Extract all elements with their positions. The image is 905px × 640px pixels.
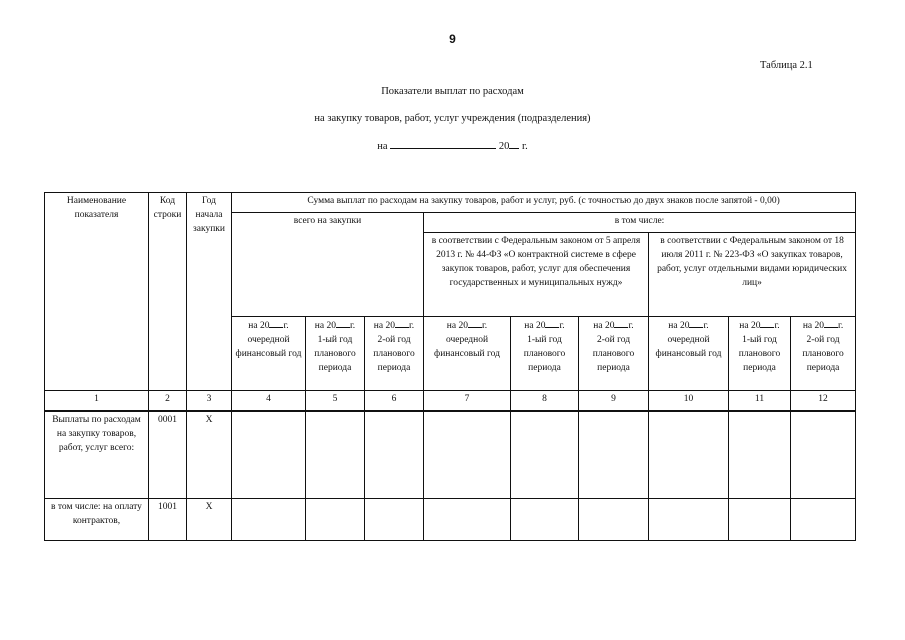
subheader-period: [649, 317, 729, 391]
value-cell[interactable]: [729, 411, 791, 499]
year-blank: [509, 139, 519, 149]
subheader-period: [579, 317, 649, 391]
period-label: очередной финансовый год: [235, 335, 302, 359]
year-blank: [824, 318, 838, 328]
column-number: 6: [365, 391, 424, 411]
subheader-period: [791, 317, 856, 391]
period-year-suffix: г.: [628, 321, 634, 331]
period-label: 1-ый год планового периода: [738, 335, 781, 373]
column-number: 9: [579, 391, 649, 411]
value-cell[interactable]: [791, 499, 856, 541]
value-cell[interactable]: [232, 499, 306, 541]
period-year-suffix: г.: [481, 321, 488, 331]
header-year: Год начала закупки: [187, 193, 232, 391]
period-label: 2-ой год планового периода: [373, 335, 415, 373]
value-cell[interactable]: [649, 499, 729, 541]
table-title-date-line: [0, 139, 905, 152]
header-law223: в соответствии с Федеральным законом от 18 июля 2011 г. № 223-ФЗ «О закупках товаров, работ, услуг отдельными видами юридических лиц»: [649, 233, 856, 317]
column-number: 12: [791, 391, 856, 411]
column-number: 10: [649, 391, 729, 411]
period-year-suffix: г.: [349, 321, 356, 331]
column-number: 11: [729, 391, 791, 411]
year-blank: [395, 318, 409, 328]
date-suffix: г.: [521, 141, 528, 152]
subheader-period: [232, 317, 306, 391]
column-number: 8: [511, 391, 579, 411]
value-cell[interactable]: [579, 499, 649, 541]
row-code: 0001: [149, 411, 187, 499]
header-sum: Сумма выплат по расходам на закупку товаров, работ и услуг, руб. (с точностью до двух знаков после запятой - 0,00): [232, 193, 856, 213]
row-code: 1001: [149, 499, 187, 541]
header-row-1: [45, 193, 856, 213]
value-cell[interactable]: [649, 411, 729, 499]
value-cell[interactable]: [365, 499, 424, 541]
value-cell[interactable]: [424, 499, 511, 541]
value-cell[interactable]: [791, 411, 856, 499]
period-year-prefix: на 20: [668, 321, 690, 331]
row-name: Выплаты по расходам на закупку товаров, работ, услуг всего:: [45, 411, 149, 499]
period-year-prefix: на 20: [446, 321, 468, 331]
header-name: Наименование показателя: [45, 193, 149, 391]
table-title-line1: Показатели выплат по расходам: [381, 86, 524, 97]
subheader-period: [365, 317, 424, 391]
row-year: X: [187, 411, 232, 499]
value-cell[interactable]: [511, 499, 579, 541]
column-number: 2: [149, 391, 187, 411]
year-blank: [545, 318, 559, 328]
header-including: в том числе:: [424, 213, 856, 233]
subheader-period: [424, 317, 511, 391]
subheader-period: [511, 317, 579, 391]
period-label: 2-ой год планового периода: [592, 335, 635, 373]
column-number-row: [45, 391, 856, 411]
row-year: X: [187, 499, 232, 541]
year-blank: [269, 318, 283, 328]
date-year-prefix: 20: [498, 141, 510, 152]
subheader-period: [306, 317, 365, 391]
column-number: 7: [424, 391, 511, 411]
period-year-prefix: на 20: [802, 321, 825, 331]
column-number: 5: [306, 391, 365, 411]
row-name: в том числе: на оплату контрактов,: [45, 499, 149, 541]
period-label: 2-ой год планового периода: [802, 335, 844, 373]
subheader-period: [729, 317, 791, 391]
period-year-prefix: на 20: [248, 321, 270, 331]
value-cell[interactable]: [424, 411, 511, 499]
column-number: 1: [45, 391, 149, 411]
period-label: 1-ый год планового периода: [523, 335, 566, 373]
date-prefix: на: [377, 141, 388, 152]
table-label: Таблица 2.1: [760, 60, 813, 71]
table-row: [45, 411, 856, 499]
column-number: 3: [187, 391, 232, 411]
year-blank: [689, 318, 703, 328]
value-cell[interactable]: [729, 499, 791, 541]
period-year-suffix: г.: [559, 321, 565, 331]
value-cell[interactable]: [511, 411, 579, 499]
value-cell[interactable]: [365, 411, 424, 499]
header-total: всего на закупки: [232, 213, 424, 317]
period-label: очередной финансовый год: [655, 335, 722, 359]
header-law44: в соответствии с Федеральным законом от 5 апреля 2013 г. № 44-ФЗ «О контрактной системе в сфере закупок товаров, работ, услуг для обеспечения государственных и муниципальных нужд»: [424, 233, 649, 317]
period-year-suffix: г.: [703, 321, 709, 331]
value-cell[interactable]: [306, 411, 365, 499]
period-year-prefix: на 20: [593, 321, 615, 331]
period-year-prefix: на 20: [524, 321, 546, 331]
value-cell[interactable]: [232, 411, 306, 499]
table-row: [45, 499, 856, 541]
period-year-prefix: на 20: [373, 321, 395, 331]
year-blank: [468, 318, 482, 328]
payments-table: [44, 192, 856, 541]
year-blank: [614, 318, 628, 328]
period-year-suffix: г.: [408, 321, 415, 331]
column-number: 4: [232, 391, 306, 411]
value-cell[interactable]: [306, 499, 365, 541]
year-blank: [336, 318, 350, 328]
year-blank: [760, 318, 774, 328]
period-year-suffix: г.: [283, 321, 289, 331]
period-year-prefix: на 20: [739, 321, 761, 331]
header-code: Код строки: [149, 193, 187, 391]
period-year-suffix: г.: [774, 321, 780, 331]
period-label: очередной финансовый год: [434, 335, 500, 359]
page-number: 9: [449, 32, 456, 46]
period-year-suffix: г.: [838, 321, 844, 331]
value-cell[interactable]: [579, 411, 649, 499]
period-year-prefix: на 20: [314, 321, 336, 331]
period-label: 1-ый год планового периода: [314, 335, 356, 373]
date-blank: [390, 139, 496, 149]
table-title-line2: на закупку товаров, работ, услуг учреждения (подразделения): [314, 113, 591, 124]
